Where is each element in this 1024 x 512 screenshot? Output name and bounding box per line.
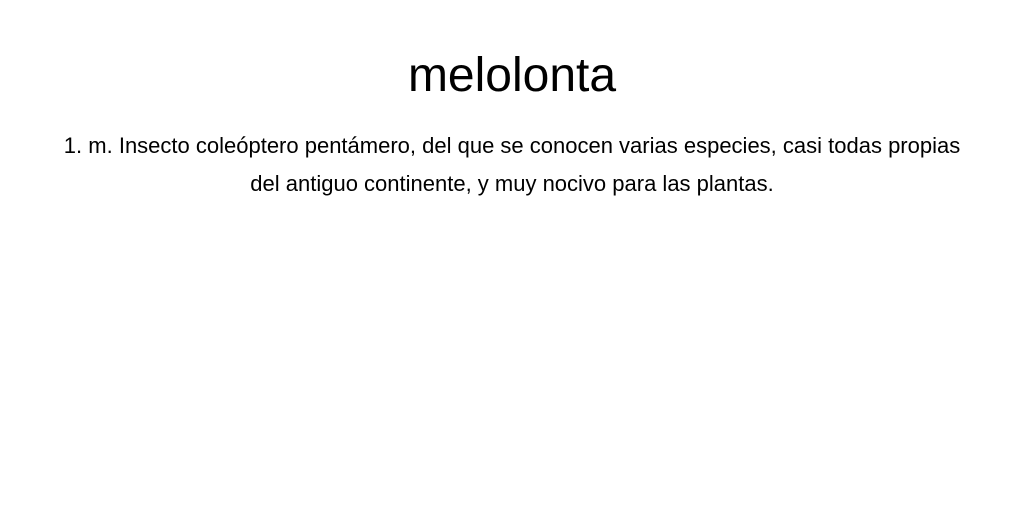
definition-number: 1.: [63, 133, 83, 158]
grammatical-category: m.: [88, 133, 113, 158]
definition-text: Insecto coleóptero pentámero, del que se conocen varias especies, casi todas propias del antiguo continente, y muy nocivo para las plantas.: [118, 133, 961, 196]
headword: melolonta: [407, 49, 617, 102]
definition-1: [62, 127, 962, 203]
